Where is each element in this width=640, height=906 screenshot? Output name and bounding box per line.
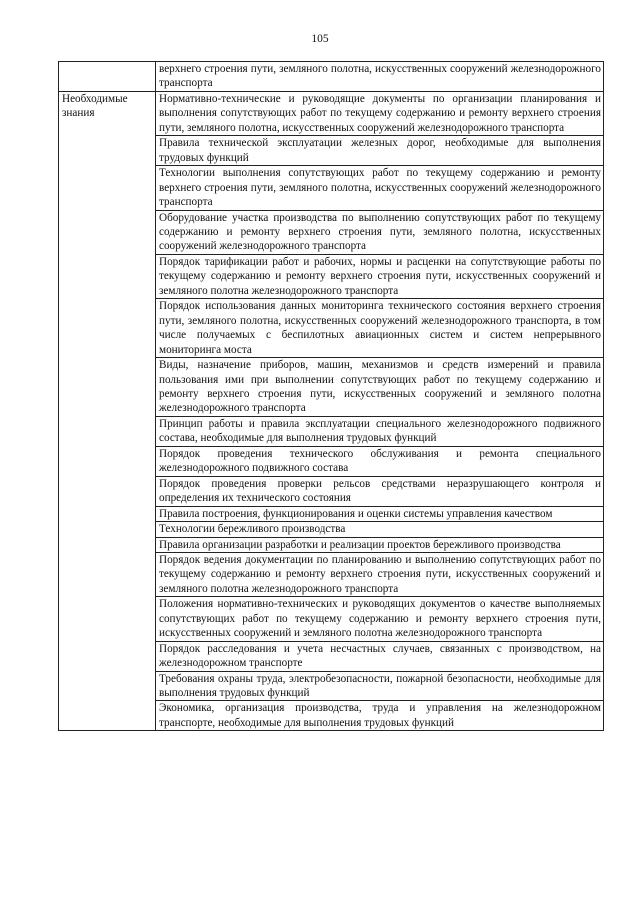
knowledge-item: Нормативно-технические и руководящие документы по организации планирования и выполнения сопутствующих работ по текущему содержанию и ремонту верхнего строения пути, земляного полотна, искусственных сооружений железнодорожного транспорта [156, 91, 604, 135]
knowledge-item: Правила организации разработки и реализации проектов бережливого производства [156, 537, 604, 552]
knowledge-item: Порядок тарификации работ и рабочих, нормы и расценки на сопутствующие работы по текущему содержанию и ремонту верхнего строения пути, искусственных сооружений и земляного полотна железнодорожного транспорта [156, 254, 604, 298]
page-number: 105 [311, 33, 329, 45]
table-row [59, 91, 604, 135]
knowledge-item: Правила технической эксплуатации железных дорог, необходимые для выполнения трудовых функций [156, 136, 604, 166]
knowledge-item: Порядок использования данных мониторинга технического состояния верхнего строения пути, земляного полотна, искусственных сооружений железнодорожного транспорта, в том числе получаемых с беспилотных авиационных систем и систем непрерывного мониторинга моста [156, 299, 604, 358]
knowledge-item: Правила построения, функционирования и оценки системы управления качеством [156, 506, 604, 521]
knowledge-item: Оборудование участка производства по выполнению сопутствующих работ по текущему содержанию и ремонту верхнего строения пути, земляного полотна, искусственных сооружений железнодорожного транспорта [156, 210, 604, 254]
table-row [59, 62, 604, 92]
knowledge-item: Технологии бережливого производства [156, 522, 604, 537]
knowledge-table [58, 61, 604, 731]
knowledge-item: Экономика, организация производства, труда и управления на железнодорожном транспорте, необходимые для выполнения трудовых функций [156, 701, 604, 731]
section-label: Необходимые знания [59, 91, 156, 730]
knowledge-item: Порядок ведения документации по планированию и выполнению сопутствующих работ по текущему содержанию и ремонту верхнего строения пути, искусственных сооружений и земляного полотна железнодорожного транспорта [156, 552, 604, 596]
knowledge-item: Технологии выполнения сопутствующих работ по текущему содержанию и ремонту верхнего строения пути, земляного полотна, искусственных сооружений железнодорожного транспорта [156, 166, 604, 210]
knowledge-item: Порядок проведения проверки рельсов средствами неразрушающего контроля и определения их технического состояния [156, 476, 604, 506]
knowledge-item: Принцип работы и правила эксплуатации специального железнодорожного подвижного состава, необходимые для выполнения трудовых функций [156, 416, 604, 446]
knowledge-item: Порядок расследования и учета несчастных случаев, связанных с производством, на железнодорожном транспорте [156, 641, 604, 671]
empty-label-cell [59, 62, 156, 92]
knowledge-item: Порядок проведения технического обслуживания и ремонта специального железнодорожного подвижного состава [156, 446, 604, 476]
continuation-cell: верхнего строения пути, земляного полотна, искусственных сооружений железнодорожного транспорта [156, 62, 604, 92]
knowledge-item: Положения нормативно-технических и руководящих документов о качестве выполняемых сопутствующих работ по текущему содержанию и ремонту верхнего строения пути, искусственных сооружений и земляного полотна железнодорожного транспорта [156, 597, 604, 641]
knowledge-item: Виды, назначение приборов, машин, механизмов и средств измерений и правила пользования ими при выполнении сопутствующих работ по текущему содержанию и ремонту верхнего строения пути, искусственных сооружений и земляного полотна железнодорожного транспорта [156, 358, 604, 417]
knowledge-item: Требования охраны труда, электробезопасности, пожарной безопасности, необходимые для выполнения трудовых функций [156, 671, 604, 701]
